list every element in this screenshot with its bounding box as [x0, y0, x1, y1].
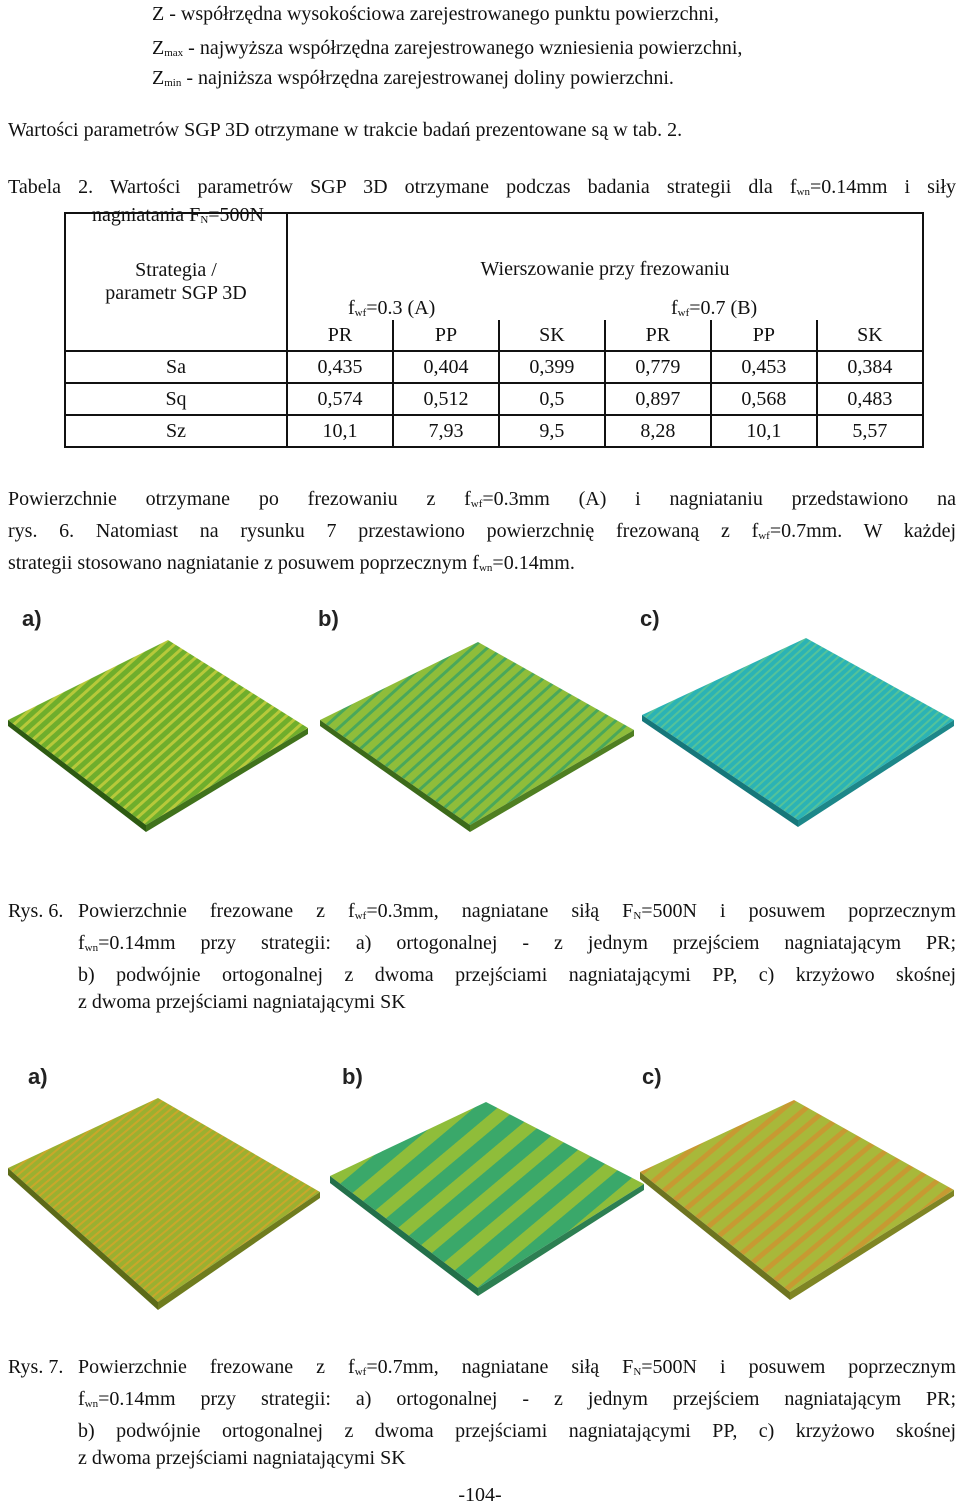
table-cell: 5,57	[817, 415, 923, 447]
figure7-surfaces	[8, 1080, 960, 1342]
zmin-definition: $Z_{min}$ - najniższa współrzędna zarejestrowanej doliny powierzchni.	[152, 67, 674, 89]
row-label: Sq	[65, 383, 287, 415]
figure7-caption: Rys. 7. Powierzchnie frezowane z $f_{wf}=0.7mm$, nagniatane siłą $F_N=500N$ i posuwem poprzecznym $f_{wn}=0.14mm$ przy strategii: a) ortogonalnej - z jednym przejściem nagniatającym PR; b) podwójnie ortogonalnej z dwoma przejściami nagniatającymi PP, c) krzyżowo skośnej z dwoma przejściami nagniatającymi SK	[8, 1356, 956, 1469]
table-cell: 7,93	[393, 415, 499, 447]
fig7-label-a: a)	[28, 1064, 48, 1089]
group-a-label: $f_{wf}=0.3$ (A)	[348, 297, 436, 319]
fig7-label-c: c)	[642, 1064, 662, 1089]
figure6-surfaces	[8, 620, 960, 890]
fig6-label-a: a)	[22, 606, 42, 631]
row-header-cell: Strategia / parametr SGP 3D	[65, 213, 287, 351]
table-cell: 0,435	[287, 351, 393, 383]
fig7-surface-a	[8, 1098, 320, 1310]
table-cell: 10,1	[711, 415, 817, 447]
fig6-surface-a	[8, 640, 308, 832]
table-cell: 0,399	[499, 351, 605, 383]
column-header: SK	[817, 320, 923, 351]
column-header: PP	[393, 320, 499, 351]
table-caption: Tabela 2. Wartości parametrów SGP 3D otrzymane podczas badania strategii dla $f_{wn}=0.14mm$ i siły	[8, 176, 956, 198]
fig7-label-b: b)	[342, 1064, 363, 1089]
column-header: PP	[711, 320, 817, 351]
table-cell: 0,404	[393, 351, 499, 383]
table-row	[65, 415, 923, 447]
values-sentence: Wartości parametrów SGP 3D otrzymane w trakcie badań prezentowane są w tab. 2.	[8, 119, 683, 141]
sgp-parameters-table	[64, 212, 924, 448]
table-cell: 0,897	[605, 383, 711, 415]
table-cell: 0,574	[287, 383, 393, 415]
page-number: -104-	[458, 1484, 502, 1506]
table-cell: 0,483	[817, 383, 923, 415]
group-b-label: $f_{wf}=0.7$ (B)	[671, 297, 758, 319]
table-row	[65, 383, 923, 415]
row-label: Sa	[65, 351, 287, 383]
table-cell: 0,5	[499, 383, 605, 415]
z-definition: Z - współrzędna wysokościowa zarejestrowanego punktu powierzchni,	[152, 3, 720, 25]
table-caption-line2: nagniatania $F_N=500N$	[92, 204, 264, 226]
table-cell: 0,384	[817, 351, 923, 383]
fig6-label-c: c)	[640, 606, 660, 631]
fig6-label-b: b)	[318, 606, 339, 631]
row-label: Sz	[65, 415, 287, 447]
body-paragraph: Powierzchnie otrzymane po frezowaniu z $f_{wf}=0.3mm$ (A) i nagniataniu przedstawiono na rys. 6. Natomiast na rysunku 7 przestawiono powierzchnię frezowaną z $f_{wf}=0.7mm$. W każdej strategii stosowano nagniatanie z posuwem poprzecznym $f_{wn}=0.14mm$.	[8, 488, 956, 574]
table-cell: 0,779	[605, 351, 711, 383]
figure6-caption: Rys. 6. Powierzchnie frezowane z $f_{wf}=0.3mm$, nagniatane siłą $F_N=500N$ i posuwem poprzecznym $f_{wn}=0.14mm$ przy strategii: a) ortogonalnej - z jednym przejściem nagniatającym PR; b) podwójnie ortogonalnej z dwoma przejściami nagniatającymi PP, c) krzyżowo skośnej z dwoma przejściami nagniatającymi SK	[8, 900, 956, 1013]
fig7-surface-b	[330, 1102, 644, 1296]
table-row	[65, 351, 923, 383]
fig6-surface-b	[320, 642, 634, 832]
table-cell: 10,1	[287, 415, 393, 447]
table-cell: 0,453	[711, 351, 817, 383]
table-cell: 0,568	[711, 383, 817, 415]
table-cell: 0,512	[393, 383, 499, 415]
column-header: PR	[287, 320, 393, 351]
column-header: SK	[499, 320, 605, 351]
zmax-definition: $Z_{max}$ - najwyższa współrzędna zarejestrowanego wzniesienia powierzchni,	[152, 37, 743, 59]
fig6-surface-c	[642, 638, 954, 827]
group-header-cell: Wierszowanie przy frezowaniu $f_{wf}=0.3$ (A) $f_{wf}=0.7$ (B)	[287, 213, 923, 320]
column-header: PR	[605, 320, 711, 351]
table-cell: 8,28	[605, 415, 711, 447]
table-cell: 9,5	[499, 415, 605, 447]
fig7-surface-c	[640, 1100, 954, 1300]
